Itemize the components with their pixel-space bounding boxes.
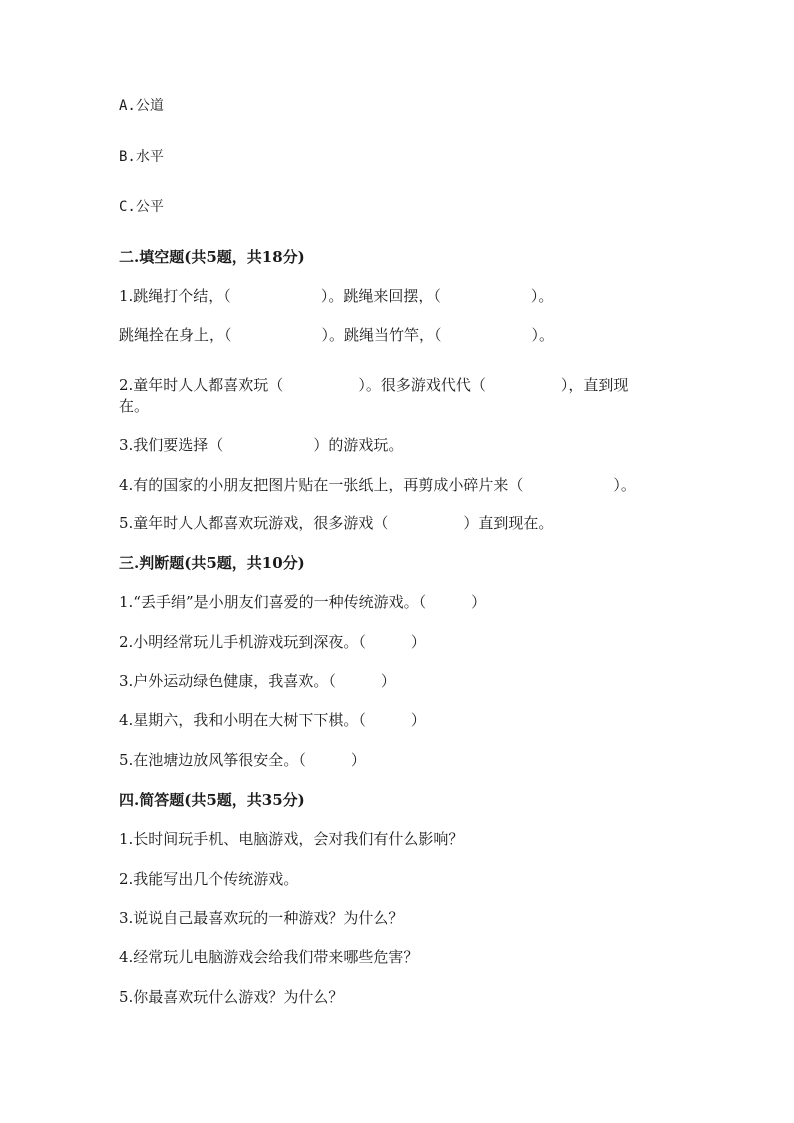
section3-heading: 三.判断题(共5题，共10分) — [119, 554, 305, 572]
fill-question-4: 4.有的国家的小朋友把图片贴在一张纸上，再剪成小碎片来（ ）。 — [119, 476, 636, 494]
judge-question-4: 4.星期六，我和小明在大树下下棋。（ ） — [119, 711, 426, 729]
section4-heading: 四.简答题(共5题，共35分) — [119, 791, 305, 809]
judge-question-5: 5.在池塘边放风筝很安全。（ ） — [119, 751, 366, 769]
option-c: C.公平 — [119, 199, 164, 215]
short-question-5: 5.你最喜欢玩什么游戏？为什么？ — [119, 988, 344, 1006]
short-question-2: 2.我能写出几个传统游戏。 — [119, 870, 299, 888]
short-question-3: 3.说说自己最喜欢玩的一种游戏？为什么？ — [119, 909, 404, 927]
fill-question-5: 5.童年时人人都喜欢玩游戏，很多游戏（ ）直到现在。 — [119, 514, 554, 532]
fill-question-3: 3.我们要选择（ ）的游戏玩。 — [119, 436, 404, 454]
fill-question-1b: 跳绳拴在身上，（ ）。跳绳当竹竿，（ ）。 — [119, 326, 555, 344]
judge-question-2: 2.小明经常玩儿手机游戏玩到深夜。（ ） — [119, 633, 426, 651]
option-a: A.公道 — [119, 98, 164, 114]
judge-question-1: 1.“丢手绢”是小朋友们喜爱的一种传统游戏。（ ） — [119, 593, 487, 611]
option-b: B.水平 — [119, 149, 164, 165]
judge-question-3: 3.户外运动绿色健康，我喜欢。（ ） — [119, 672, 396, 690]
fill-question-1a: 1.跳绳打个结，（ ）。跳绳来回摆，（ ）。 — [119, 287, 554, 305]
fill-question-2: 2.童年时人人都喜欢玩（ ）。很多游戏代代（ ），直到现 — [119, 376, 629, 394]
short-question-4: 4.经常玩儿电脑游戏会给我们带来哪些危害？ — [119, 948, 419, 966]
short-question-1: 1.长时间玩手机、电脑游戏，会对我们有什么影响？ — [119, 830, 464, 848]
section2-heading: 二.填空题(共5题，共18分) — [119, 248, 305, 266]
fill-question-2-cont: 在。 — [119, 397, 150, 415]
